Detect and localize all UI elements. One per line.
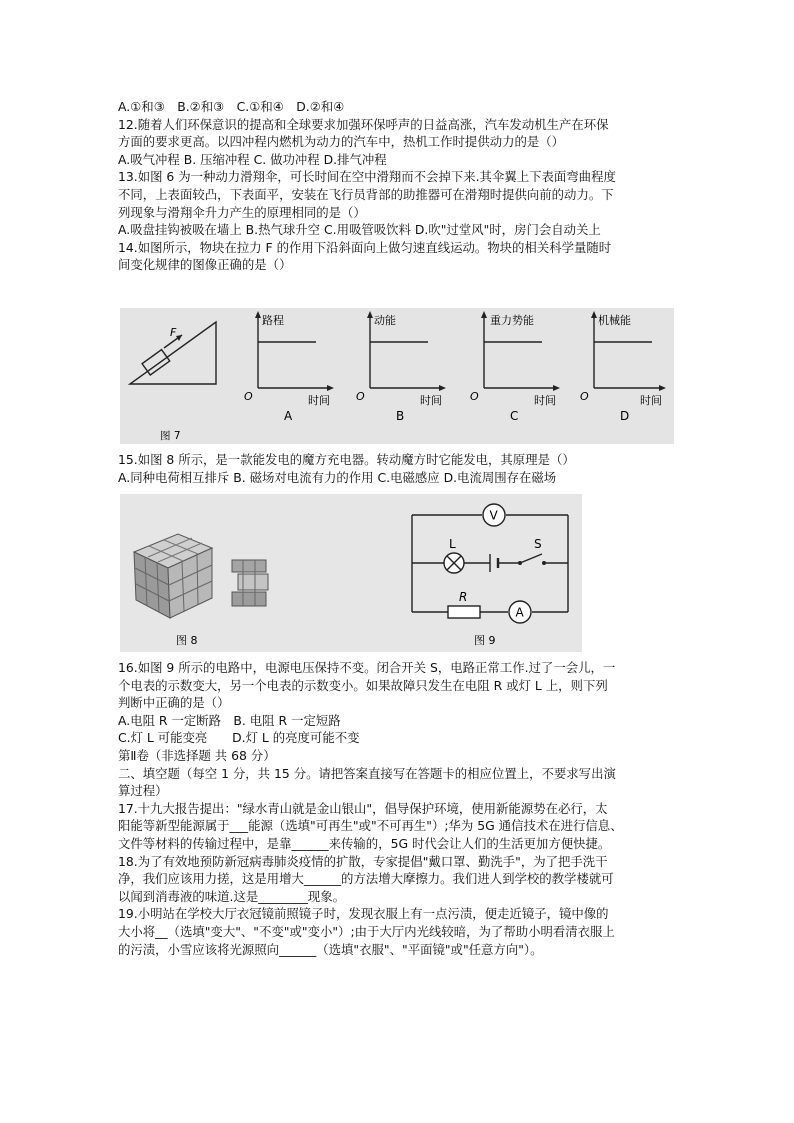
origin-label: O [356,390,365,403]
text-line: 算过程） [118,783,168,799]
text-line: A.同种电荷相互排斥 B. 磁场对电流有力的作用 C.电磁感应 D.电流周围存在磁场 [118,469,557,485]
question-block-bottom [118,659,678,958]
ammeter-label: A [515,605,524,620]
text-line: A.①和③ B.②和③ C.①和④ D.②和④ [118,99,345,114]
y-axis-label: 路程 [262,314,284,327]
option-letter: B [396,409,405,423]
figure-7 [120,308,674,444]
text-line: A.电阻 R 一定断路 B. 电阻 R 一定短路 [118,712,341,728]
text-line: 文件等材料的传输过程中，是靠______来传输的，5G 时代会让人们的生活更加方便快捷。 [118,835,611,851]
switch-label: S [534,537,542,551]
y-axis-label: 动能 [374,314,396,327]
y-axis-label: 机械能 [598,314,631,327]
origin-label: O [244,390,253,403]
origin-label: O [470,390,479,403]
voltmeter [483,504,505,526]
text-line: 净，我们应该用力搓，这是用增大______的方法增大摩擦力。我们进人到学校的教学楼就可 [118,871,614,887]
text-line: 的污渍，小雪应该将光源照向______（选填"衣服"、"平面镜"或"任意方向"）。 [118,941,543,957]
question-block-top [118,98,678,274]
text-line: 13.如图 6 为一种动力滑翔伞，可长时间在空中滑翔而不会掉下来.其伞翼上下表面弯曲程度 [118,169,616,185]
text-line: 列现象与滑翔伞升力产生的原理相同的是（） [118,204,366,220]
x-axis-label: 时间 [534,394,556,407]
graph-d [580,311,666,423]
resistor-r [448,590,480,618]
text-line: 15.如图 8 所示，是一款能发电的魔方充电器。转动魔方时它能发电，其原理是（） [118,452,575,467]
graph-c [470,311,560,423]
figure-8-9 [120,494,582,652]
magic-cube-charger [134,534,212,618]
text-line: A.吸盘挂钩被吸在墙上 B.热气球升空 C.用吸管吸饮料 D.吹"过堂风"时，房门会自动关上 [118,222,601,238]
text-line: 以闻到消毒液的味道.这是________现象。 [118,888,345,904]
ammeter [509,601,531,623]
text-line: 方面的要求更高。以四冲程内燃机为动力的汽车中，热机工作时提供动力的是（） [118,134,565,150]
section-heading: 第Ⅱ卷（非选择题 共 68 分） [118,747,276,763]
incline-diagram [130,322,216,384]
text-line: 阳能等新型能源属于___能源（选填"可再生"或"不可再生"）;华为 5G 通信技术在进行信息、 [118,818,623,834]
text-line: 12.随着人们环保意识的提高和全球要求加强环保呼声的日益高涨，汽车发动机生产在环保 [118,116,609,132]
text-line: 18.为了有效地预防新冠病毒肺炎疫情的扩散，专家提倡"戴口罩、勤洗手"，为了把手洗干 [118,853,608,869]
lamp-label: L [449,537,456,551]
x-axis-label: 时间 [420,394,442,407]
text-line: 19.小明站在学校大厅衣冠镜前照镜子时，发现衣服上有一点污渍，便走近镜子，镜中像的 [118,906,609,922]
resistor-label: R [459,590,468,604]
text-line: 判断中正确的是（） [118,695,230,711]
option-letter: A [284,409,293,423]
y-axis-label: 重力势能 [490,314,534,327]
switch-s [518,537,546,565]
text-line: 16.如图 9 所示的电路中，电源电压保持不变。闭合开关 S，电路正常工作.过了一会儿，一 [118,660,616,675]
text-line: 间变化规律的图像正确的是（） [118,257,292,273]
option-letter: D [620,409,630,423]
figure-9-caption: 图 9 [474,634,496,647]
figure-7-caption: 图 7 [160,430,181,442]
graph-b [356,311,446,423]
text-line: C.灯 L 可能变亮 D.灯 L 的亮度可能不变 [118,730,360,746]
lamp-l [444,537,464,573]
force-label: F [170,326,177,339]
magic-cube-twisted [232,560,268,606]
voltmeter-label: V [489,508,498,523]
text-line: 17.十九大报告提出："绿水青山就是金山银山"，倡导保护环境，使用新能源势在必行，太 [118,800,608,816]
text-line: 14.如图所示，物块在拉力 F 的作用下沿斜面向上做匀速直线运动。物块的相关科学量随时 [118,239,612,255]
text-line: 不同，上表面较凸，下表面平，安装在飞行员背部的助推器可在滑翔时提供向前的动力。下 [118,186,614,202]
x-axis-label: 时间 [640,394,662,407]
text-line: A.吸气冲程 B. 压缩冲程 C. 做功冲程 D.排气冲程 [118,151,387,167]
figure-8-caption: 图 8 [176,634,198,647]
text-line: 个电表的示数变大，另一个电表的示数变小。如果故障只发生在电阻 R 或灯 L 上，则下列 [118,677,608,693]
option-letter: C [510,409,519,423]
origin-label: O [580,390,589,403]
text-line: 二、填空题（每空 1 分，共 15 分。请把答案直接写在答题卡的相应位置上，不要求写出演 [118,765,616,781]
graph-a [244,311,334,423]
x-axis-label: 时间 [308,394,330,407]
text-line: 大小将__（选填"变大"、"不变"或"变小"）;由于大厅内光线较暗，为了帮助小明看清衣服上 [118,923,615,939]
battery [490,554,498,572]
question-block-15 [118,451,678,486]
